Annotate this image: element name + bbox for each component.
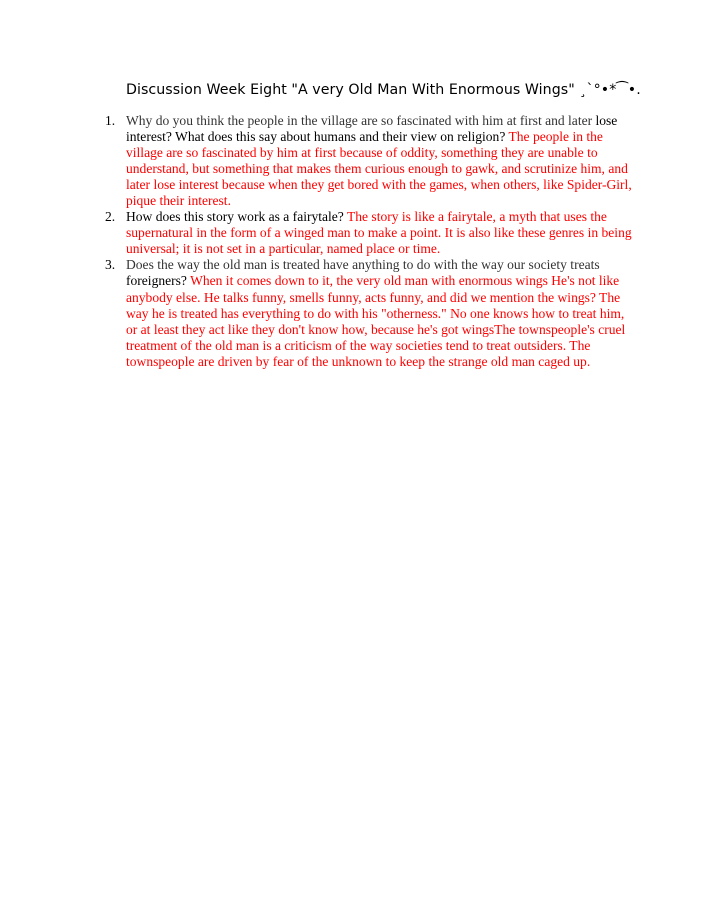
question-lead: Why do you think the people in the village are so fascinated with him at first and later — [126, 113, 593, 128]
question-number: 1. — [105, 113, 116, 128]
question-rest: lose interest? What does this say about humans and their view on religion? — [126, 113, 618, 145]
question-item-1 — [0, 113, 714, 209]
question-item-3 — [0, 257, 714, 369]
question-rest: foreigners? — [126, 273, 191, 289]
document-title: Discussion Week Eight "A very Old Man With Enormous Wings" ¸`°•*⁀•. — [126, 82, 641, 98]
answer-text: The story is like a fairytale, a myth that uses the supernatural in the form of a winged man to make a point. It is also like these genres in being universal; it is not set in a particular, named place or time. — [126, 209, 632, 257]
question-lead: Does the way the old man is treated have anything to do with the way our society treats — [126, 257, 600, 273]
question-number: 3. — [105, 257, 116, 273]
question-text — [126, 209, 347, 224]
answer-text: When it comes down to it, the very old man with enormous wings He's not like anybody else. He talks funny, smells funny, acts funny, and did we mention the wings? The way he is treated has everything to do with his "otherness." No one knows how to treat him, or at least they act like they don't know how, because he's got wingsThe townspeople's cruel treatment of the old man is a criticism of the way societies tend to treat outsiders. The townspeople are driven by fear of the unknown to keep the strange old man caged up. — [126, 273, 626, 369]
question-item-2 — [0, 209, 714, 257]
question-number: 2. — [105, 209, 116, 225]
question-rest: How does this story work as a fairytale? — [126, 209, 347, 225]
question-list — [0, 113, 714, 370]
answer-text: The people in the village are so fascinated by him at first because of oddity, something they are unable to understand, but something that makes them curious enough to gawk, and scrutinize him, and later lose interest because when they get bored with the games, when others, like Spider-Girl, pique their interest. — [126, 129, 632, 209]
